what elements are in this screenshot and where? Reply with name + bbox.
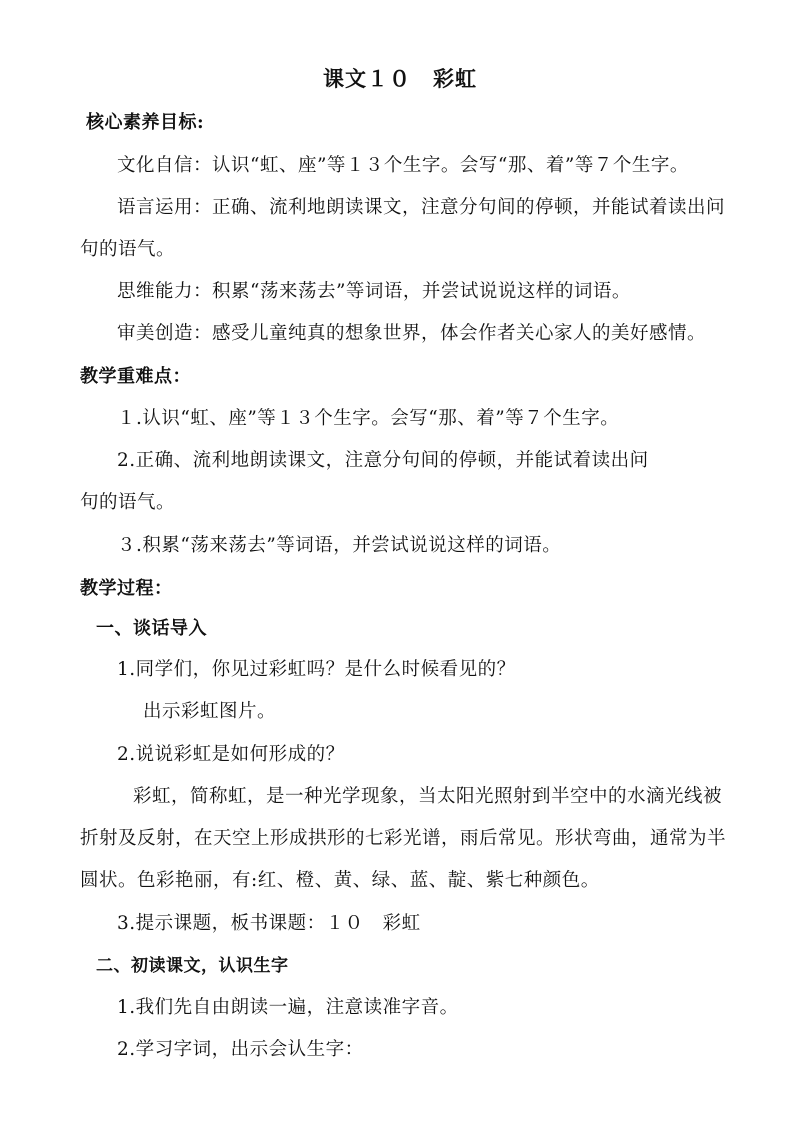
process-heading: 教学过程： — [80, 578, 173, 599]
section1-item1: 1.同学们，你见过彩虹吗？是什么时候看见的？ — [117, 659, 516, 680]
key-point-2-line2: 句的语气。 — [80, 492, 176, 513]
objective-language-line2: 句的语气。 — [80, 239, 176, 260]
key-points-heading: 教学重难点： — [80, 366, 191, 387]
section1-item2: 2.说说彩虹是如何形成的？ — [117, 744, 345, 765]
section1-para-line3: 圆状。色彩艳丽，有:红、橙、黄、绿、蓝、靛、紫七种颜色。 — [80, 870, 600, 891]
objective-language-line1: 语言运用：正确、流利地朗读课文，注意分句间的停顿，并能试着读出问 — [117, 197, 726, 218]
section1-show-picture: 出示彩虹图片。 — [143, 701, 277, 722]
section1-heading: 一、谈话导入 — [96, 618, 207, 639]
objective-culture: 文化自信：认识“虹、座”等１３个生字。会写“那、着”等７个生字。 — [117, 155, 689, 176]
objectives-heading: 核心素养目标: — [86, 112, 205, 133]
section2-item2: 2.学习字词，出示会认生字： — [117, 1039, 364, 1060]
section2-heading: 二、初读课文，认识生字 — [96, 956, 289, 976]
section1-para-line2: 折射及反射，在天空上形成拱形的七彩光谱，雨后常见。形状弯曲，通常为半 — [80, 828, 727, 849]
section2-item1: 1.我们先自由朗读一遍，注意读准字音。 — [117, 997, 459, 1018]
key-point-2-line1: 2.正确、流利地朗读课文，注意分句间的停顿，并能试着读出问 — [117, 450, 649, 471]
key-point-3: ３.积累“荡来荡去”等词语，并尝试说说这样的词语。 — [117, 535, 562, 556]
section1-item3: 3.提示课题，板书课题：１０ 彩虹 — [117, 913, 421, 934]
section1-para-line1: 彩虹，简称虹，是一种光学现象，当太阳光照射到半空中的水滴光线被 — [133, 786, 723, 807]
key-point-1: １.认识“虹、座”等１３个生字。会写“那、着”等７个生字。 — [117, 408, 620, 429]
objective-thinking: 思维能力：积累“荡来荡去”等词语，并尝试说说这样的词语。 — [117, 281, 631, 302]
document-title: 课文１０ 彩虹 — [323, 66, 477, 91]
objective-aesthetic: 审美创造：感受儿童纯真的想象世界，体会作者关心家人的美好感情。 — [117, 323, 707, 344]
